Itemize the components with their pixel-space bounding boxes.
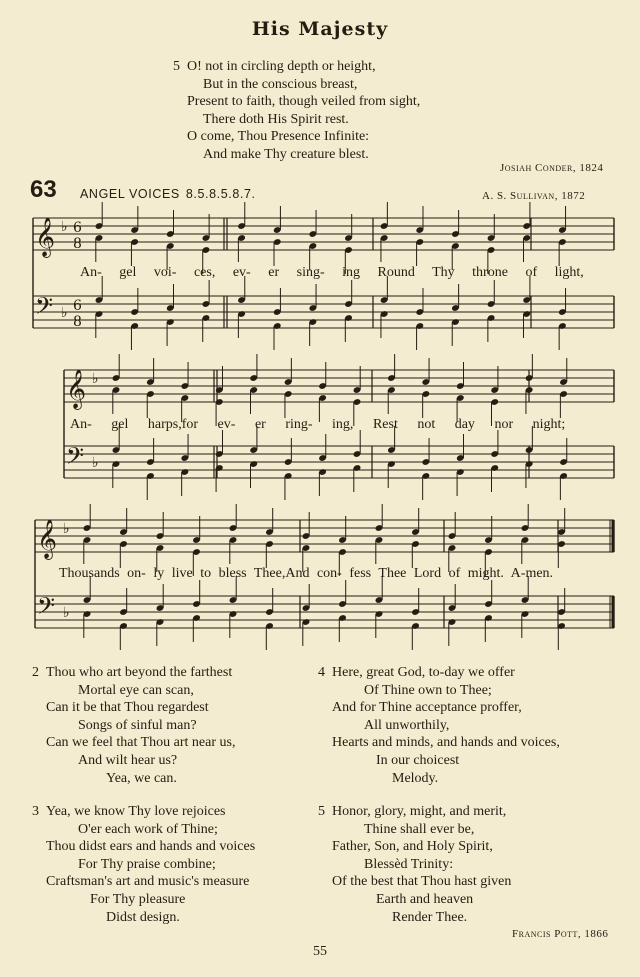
verse-line: But in the conscious breast, (203, 76, 358, 92)
bass-clef: 𝄢 (66, 442, 85, 475)
lyric-line-3: Thousands on- ly live to bless Thee,And con- fess Thee Lord of might. A-men. (59, 566, 554, 581)
time-signature: 6 (73, 220, 82, 236)
verse-3: 3 Yea, we know Thy love rejoices O'er each work of Thine; Thou didst ears and hands and voices For Thy praise combine; Craftsman's art and music's measure For Thy pleasure Didst design. (32, 804, 256, 925)
treble-clef: 𝄞 (66, 369, 87, 409)
composer-credit: A. S. Sullivan, 1872 (482, 190, 586, 202)
verse-line: And make Thy creature blest. (203, 146, 369, 162)
lyric-line-1: An- gel voi- ces, ev- er sing- ing Round Thy throne of light, (80, 265, 584, 280)
text-author-credit: Josiah Conder, 1824 (500, 162, 604, 174)
verse-5: 5 Honor, glory, might, and merit, Thine shall ever be, Father, Son, and Holy Spirit, Blessèd Trinity: Of the best that Thou hast given Earth and heaven Render Thee. (318, 804, 512, 925)
page-number: 55 (313, 944, 327, 959)
verse-2: 2 Thou who art beyond the farthest Mortal eye can scan, Can it be that Thou regardest Songs of sinful man? Can we feel that Thou art near us, And wilt hear us? Yea, we can. (32, 665, 236, 786)
verse-4: 4 Here, great God, to-day we offer Of Thine own to Thee; And for Thine acceptance proffer, All unworthily, Hearts and minds, and hands and voices, In our choicest Melody. (318, 665, 560, 786)
treble-clef: 𝄞 (35, 217, 56, 257)
verse-number: 3 (32, 804, 39, 819)
key-signature-flat: ♭ (63, 521, 70, 537)
time-signature: 8 (73, 314, 82, 330)
verse-line: O come, Thou Presence Infinite: (187, 129, 370, 145)
lyric-line-2: An- gel harps,for ev- er ring- ing, Rest not day nor night; (70, 417, 566, 432)
key-signature-flat: ♭ (61, 305, 68, 321)
key-signature-flat: ♭ (92, 371, 99, 387)
hymn-number: 63 (30, 176, 57, 203)
time-signature: 8 (73, 236, 82, 252)
tune-name: ANGEL VOICES 8.5.8.5.8.7. (80, 187, 256, 201)
verse-line: Present to faith, though veiled from sight, (187, 94, 421, 110)
bass-clef: 𝄢 (37, 592, 56, 625)
meter: 8.5.8.5.8.7. (185, 187, 256, 201)
treble-clef: 𝄞 (37, 519, 58, 559)
verse-line: 5 O! not in circling depth or height, (173, 59, 376, 74)
key-signature-flat: ♭ (92, 455, 99, 471)
verse-number: 4 (318, 665, 325, 680)
key-signature-flat: ♭ (63, 605, 70, 621)
footer-author-credit: Francis Pott, 1866 (512, 928, 609, 940)
verse-number: 5 (173, 59, 180, 74)
bass-clef: 𝄢 (35, 292, 54, 325)
section-title: His Majesty (251, 18, 389, 40)
time-signature: 6 (73, 298, 82, 314)
key-signature-flat: ♭ (61, 219, 68, 235)
verse-number: 2 (32, 665, 39, 680)
verse-number: 5 (318, 804, 325, 819)
verse-line: There doth His Spirit rest. (203, 111, 349, 127)
